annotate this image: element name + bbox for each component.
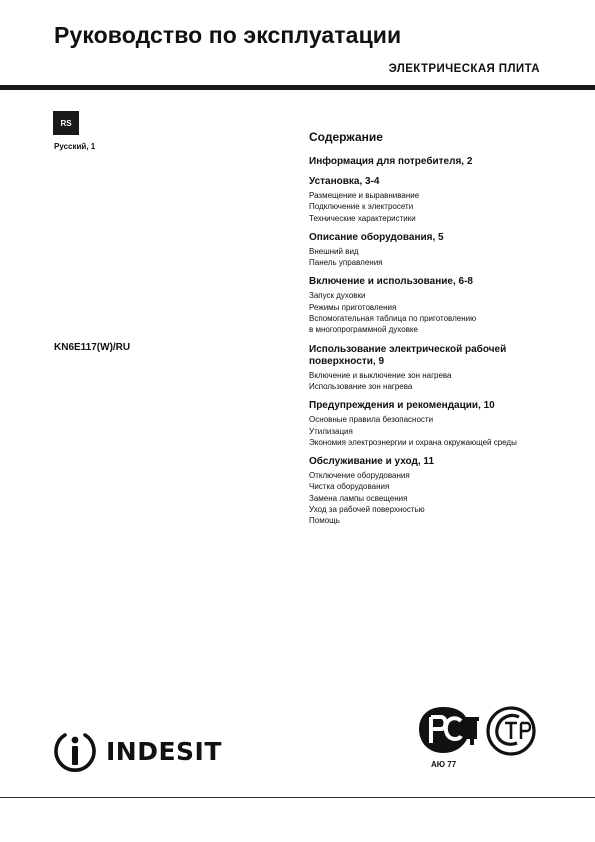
- brand-name: INDESIT: [106, 736, 222, 766]
- page-subtitle: ЭЛЕКТРИЧЕСКАЯ ПЛИТА: [388, 63, 540, 75]
- certification-code: АЮ 77: [431, 760, 457, 769]
- indesit-logo-icon: [52, 728, 98, 774]
- toc-item: Режимы приготовления: [309, 302, 397, 312]
- toc-item: Экономия электроэнергии и охрана окружающей среды: [309, 437, 517, 447]
- toc-item: Уход за рабочей поверхностью: [309, 505, 425, 515]
- header-divider: [0, 85, 595, 90]
- toc-section: [309, 176, 549, 224]
- toc-item: Замена лампы освещения: [309, 493, 408, 503]
- toc-section-title: Использование электрической рабочей поверхности, 9: [309, 343, 507, 367]
- toc-section: [309, 344, 549, 393]
- toc-item: Основные правила безопасности: [309, 415, 434, 425]
- toc-item: в многопрограммной духовке: [309, 325, 418, 335]
- rst-mark-icon: [419, 707, 479, 753]
- language-label: Русский, 1: [54, 142, 96, 151]
- toc-item: Технические характеристики: [309, 213, 416, 223]
- toc-section-title: Предупреждения и рекомендации, 10: [309, 400, 495, 412]
- toc-item: Запуск духовки: [309, 291, 366, 301]
- toc-section-title: Установка, 3-4: [309, 176, 380, 187]
- brand-logo: [52, 728, 222, 774]
- toc-item: Отключение оборудования: [309, 471, 410, 481]
- toc-section-title: Обслуживание и уход, 11: [309, 456, 435, 468]
- toc-item: Вспомогательная таблица по приготовлению: [309, 314, 477, 324]
- toc-item: Включение и выключение зон нагрева: [309, 370, 452, 380]
- toc-section-title: Информация для потребителя, 2: [309, 156, 473, 167]
- toc-section-title: Включение и использование, 6-8: [309, 276, 473, 288]
- toc-item: Использование зон нагрева: [309, 381, 413, 391]
- toc-sections: [309, 156, 549, 527]
- toc-section: [309, 400, 549, 448]
- toc-item: Утилизация: [309, 426, 353, 436]
- model-number: KN6E117(W)/RU: [54, 342, 131, 353]
- footer-divider: [0, 797, 595, 798]
- toc-section: [309, 232, 549, 269]
- toc-item: Панель управления: [309, 258, 383, 268]
- toc-item: Чистка оборудования: [309, 482, 390, 492]
- toc-section: [309, 276, 549, 335]
- toc-section-title: Описание оборудования, 5: [309, 231, 444, 243]
- toc-heading: Содержание: [309, 130, 383, 144]
- table-of-contents: [309, 130, 549, 535]
- language-badge: RS: [53, 111, 79, 135]
- gost-r-mark-icon: [488, 708, 534, 754]
- certification-marks: [417, 705, 543, 762]
- toc-item: Размещение и выравнивание: [309, 191, 420, 200]
- page-title: Руководство по эксплуатации: [54, 22, 402, 48]
- toc-section: [309, 156, 549, 168]
- toc-item: Подключение к электросети: [309, 202, 414, 212]
- toc-item: Внешний вид: [309, 246, 359, 256]
- toc-item: Помощь: [309, 516, 340, 526]
- toc-section: [309, 456, 549, 526]
